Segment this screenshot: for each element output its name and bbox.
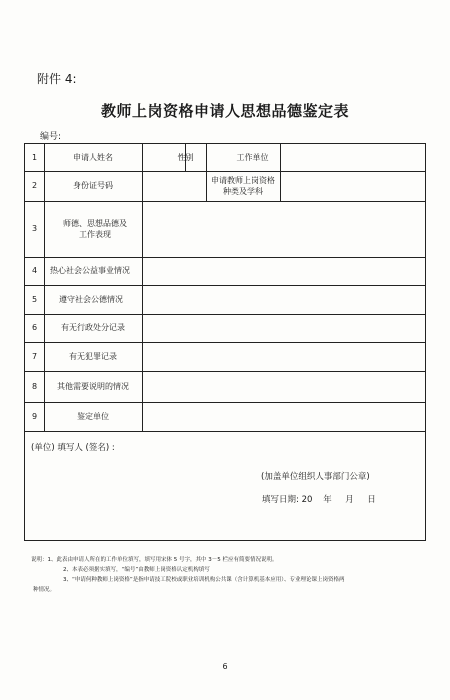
row-number: 6 [31, 323, 38, 333]
ethics-label: 师德、思想品德及工作表现 [63, 218, 127, 239]
row-number: 8 [31, 381, 38, 391]
work-unit-label: 工作单位 [236, 152, 269, 162]
row-number: 2 [31, 181, 38, 191]
other-situation-label: 其他需要说明的情况 [57, 381, 129, 391]
fill-date: 填写日期: 20 年 月 日 [262, 495, 376, 505]
criminal-record-label: 有无犯罪记录 [69, 351, 117, 361]
form-title: 教师上岗资格申请人思想品德鉴定表 [100, 102, 349, 120]
filler-signature-label: (单位) 填写人 (签名) : [31, 443, 115, 453]
page-number: 6 [222, 662, 228, 671]
appraisal-unit-label: 鉴定单位 [77, 411, 109, 421]
row-number: 7 [31, 351, 38, 361]
number-label: 编号: [40, 132, 62, 142]
id-number-label: 身份证号码 [73, 181, 113, 191]
row-number: 4 [31, 266, 38, 276]
row-number: 1 [31, 152, 38, 162]
gender-label: 性别 [177, 152, 194, 162]
attachment-label: 附件 4: [37, 72, 77, 86]
seal-note: (加盖单位组织人事部门公章) [261, 472, 370, 482]
social-morality-label: 遵守社会公德情况 [59, 294, 123, 304]
note-1: 说明：1、此表由申请人所在的工作单位填写，填写用宋体 5 号字，其中 3－5 栏应有简要情况说明。 [31, 557, 278, 563]
public-welfare-label: 热心社会公益事业情况 [50, 266, 130, 276]
row-number: 5 [31, 294, 38, 304]
applicant-name-label: 申请人姓名 [73, 152, 113, 162]
admin-penalty-label: 有无行政处分记录 [61, 323, 125, 333]
note-4: 种情况。 [33, 587, 56, 593]
note-3: 3、“申请何种教师上岗资格”是指申请技工院校或职业培训机构公共课（含计算机基本应用）、专业理论课上岗资格两 [63, 577, 345, 583]
row-number: 9 [31, 411, 38, 421]
teacher-type-label: 申请教师上岗资格种类及学科 [211, 175, 275, 196]
row-number: 3 [31, 224, 38, 234]
appraisal-form-table [24, 143, 426, 541]
note-2: 2、本表必须据实填写，“编号”由教师上岗资格认定机构填写 [63, 567, 210, 573]
